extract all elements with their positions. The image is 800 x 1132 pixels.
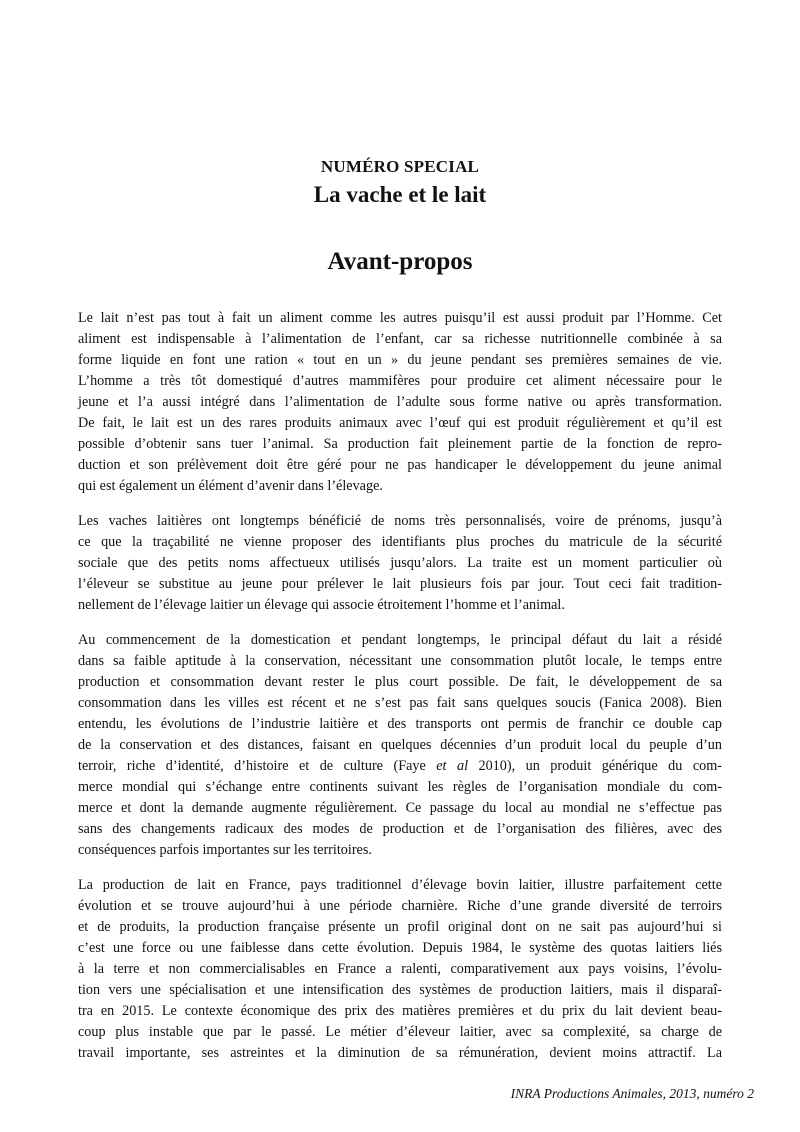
text-line: production et consommation devant rester le plus court possible. De fait, le développement de sa [78,674,722,690]
text-line: de la conservation et des distances, faisant en quelques décennies d’un produit local du peuple d’un [78,737,722,753]
text-line: dans sa faible aptitude à la conservation, nécessitant une consommation plutôt locale, le temps entre [78,653,722,669]
paragraph [78,308,722,497]
italic-citation: et al [436,758,469,774]
text-line: possible d’obtenir sans tuer l’animal. Sa production fait pleinement partie de la fonction de repro- [78,436,722,452]
text-line: l’éleveur se substitue au jeune pour prélever le lait plusieurs fois par jour. Tout ceci fait tradition- [78,576,722,592]
paragraph [78,875,722,1064]
text-line: entendu, les évolutions de l’industrie laitière et des transports ont permis de franchir ce double cap [78,716,722,732]
text-line: De fait, le lait est un des rares produits animaux avec l’œuf qui est produit régulièrement et qu’il est [78,415,722,431]
text-line: Les vaches laitières ont longtemps bénéficié de noms très personnalisés, voire de prénoms, jusqu’à [78,513,722,529]
text-line: duction et son prélèvement doit être géré pour ne pas handicaper le développement du jeune animal [78,457,722,473]
paragraph [78,511,722,616]
text-segment: 2010), un produit générique du com- [468,758,722,774]
text-line: Le lait n’est pas tout à fait un aliment comme les autres puisqu’il est aussi produit par l’Homme. Cet [78,310,722,326]
text-line: ce que la traçabilité ne vienne proposer des identifiants plus proches du matricule de la sécurité [78,534,722,550]
text-line [78,756,722,777]
text-line: merce et dont la demande augmente régulièrement. Ce passage du local au mondial ne s’effectue pas [78,800,722,816]
text-line: coup plus instable que par le passé. Le métier d’éleveur laitier, avec sa complexité, sa charge de [78,1024,722,1040]
text-line: conséquences parfois importantes sur les territoires. [78,842,372,858]
text-line: et de produits, la production française présente un profil original dont on ne sait pas aujourd’hui si [78,919,722,935]
issue-title: La vache et le lait [313,182,487,207]
text-line: aliment est indispensable à l’alimentation de l’enfant, car sa richesse nutritionnelle combinée à sa [78,331,722,347]
text-line: tion vers une spécialisation et une intensification des systèmes de production laitiers, mais il disparaî- [78,982,722,998]
text-line: tra en 2015. Le contexte économique des prix des matières premières et du prix du lait devient beau- [78,1003,722,1019]
text-line: évolution et se trouve aujourd’hui à une période charnière. Riche d’une grande diversité de terroirs [78,898,722,914]
text-line: jeune et l’a aussi intégré dans l’alimentation de l’adulte sous forme native ou après transformation. [78,394,722,410]
series-label: NUMÉRO SPECIAL [320,157,480,176]
text-line: Au commencement de la domestication et pendant longtemps, le principal défaut du lait a résidé [78,632,722,648]
text-line: c’est une force ou une faiblesse dans cette évolution. Depuis 1984, le système des quotas laitiers liés [78,940,722,956]
text-line: travail importante, ses astreintes et la diminution de sa rémunération, devient moins attractif. La [78,1045,722,1061]
title-block [78,157,722,277]
text-line: sans des changements radicaux des modes de production et de l’organisation des filières, avec des [78,821,722,837]
text-line: merce mondial qui s’échange entre continents suivant les règles de l’organisation mondiale du com- [78,779,722,795]
text-segment: terroir, riche d’identité, d’histoire et de culture (Faye [78,758,437,774]
text-line: sociale que des petits noms affectueux utilisés jusqu’alors. La traite est un moment particulier où [78,555,722,571]
text-line: à la terre et non commercialisables en France a ralenti, comparativement aux pays voisins, l’évolu- [78,961,722,977]
text-line: La production de lait en France, pays traditionnel d’élevage bovin laitier, illustre parfaitement cette [78,877,722,893]
text-line: consommation dans les villes est récent et ne s’est pas fait sans quelques soucis (Fanica 2008). Bien [78,695,722,711]
paragraph [78,630,722,861]
journal-footer: INRA Productions Animales, 2013, numéro 2 [510,1086,754,1101]
text-line: nellement de l’élevage laitier un élevage qui associe étroitement l’homme et l’animal. [78,597,565,613]
text-line: qui est également un élément d’avenir dans l’élevage. [78,478,383,494]
text-line: forme liquide en font une ration « tout en un » du jeune pendant ses premières semaines de vie. [78,352,722,368]
article-title: Avant-propos [327,248,473,275]
document-body [78,308,722,1064]
text-line: L’homme a très tôt domestiqué d’autres mammifères pour produire cet aliment nécessaire pour le [78,373,722,389]
